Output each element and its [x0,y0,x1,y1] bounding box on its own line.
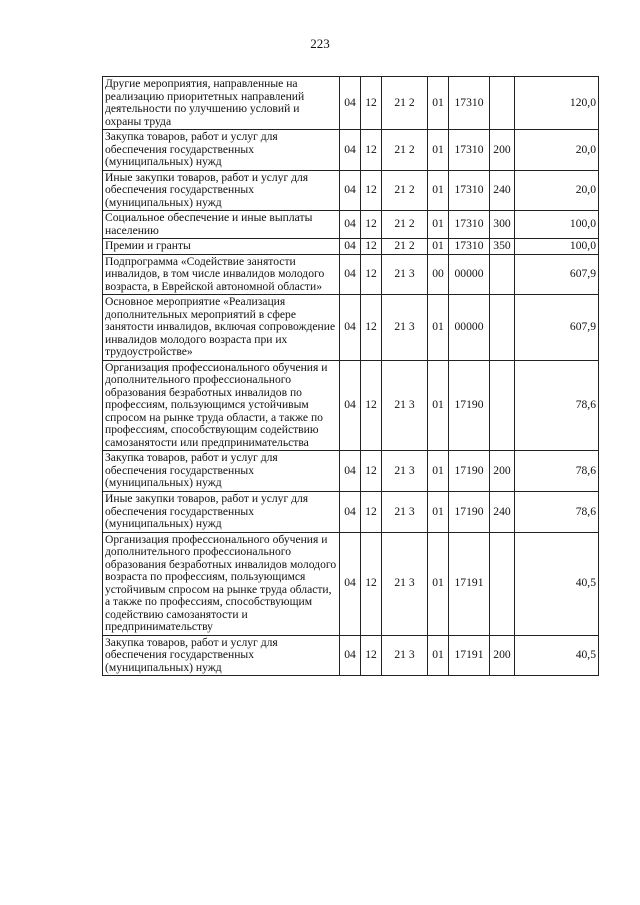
code-section: 04 [340,239,361,255]
code-subsection: 12 [361,295,382,361]
table-row [103,451,599,492]
code-program: 21 3 [382,360,428,451]
code-subsection: 12 [361,211,382,239]
code-program: 21 3 [382,635,428,676]
table-row [103,77,599,130]
code-program: 21 2 [382,211,428,239]
table-row [103,491,599,532]
row-description: Основное мероприятие «Реализация дополнительных мероприятий в сфере занятости инвалидов, включая сопровождение инвалидов молодого возраста при их трудоустройстве» [103,295,340,361]
table-row [103,211,599,239]
code-event: 01 [428,239,449,255]
code-program: 21 3 [382,295,428,361]
code-event: 01 [428,130,449,171]
table-row [103,170,599,211]
table-row [103,635,599,676]
code-program: 21 2 [382,130,428,171]
code-section: 04 [340,360,361,451]
code-direction: 17191 [449,532,490,635]
row-amount: 20,0 [515,130,599,171]
code-section: 04 [340,130,361,171]
code-section: 04 [340,211,361,239]
code-direction: 17190 [449,491,490,532]
row-description: Организация профессионального обучения и дополнительного профессионального образования безработных инвалидов по профессиям, пользующимся устойчивым спросом на рынке труда области, а также по профессиям, способствующим содействию самозанятости или предпринимательства [103,360,340,451]
code-program: 21 3 [382,491,428,532]
code-section: 04 [340,491,361,532]
row-amount: 100,0 [515,211,599,239]
page-number: 223 [310,36,330,51]
row-amount: 120,0 [515,77,599,130]
table-row [103,532,599,635]
code-expense-type: 240 [490,491,515,532]
row-amount: 607,9 [515,295,599,361]
row-description: Другие мероприятия, направленные на реализацию приоритетных направлений деятельности по улучшению условий и охраны труда [103,77,340,130]
code-program: 21 2 [382,77,428,130]
row-description: Иные закупки товаров, работ и услуг для обеспечения государственных (муниципальных) нужд [103,491,340,532]
code-event: 01 [428,360,449,451]
code-expense-type [490,295,515,361]
table-row [103,295,599,361]
code-event: 01 [428,532,449,635]
code-subsection: 12 [361,170,382,211]
code-event: 01 [428,635,449,676]
code-event: 01 [428,211,449,239]
code-expense-type: 200 [490,130,515,171]
code-expense-type: 350 [490,239,515,255]
table-row [103,239,599,255]
row-description: Закупка товаров, работ и услуг для обеспечения государственных (муниципальных) нужд [103,451,340,492]
row-amount: 40,5 [515,635,599,676]
code-subsection: 12 [361,77,382,130]
code-event: 01 [428,491,449,532]
code-event: 01 [428,295,449,361]
code-direction: 17191 [449,635,490,676]
code-expense-type [490,254,515,295]
code-program: 21 2 [382,239,428,255]
code-event: 01 [428,451,449,492]
code-section: 04 [340,635,361,676]
table-row [103,254,599,295]
code-program: 21 3 [382,532,428,635]
code-expense-type: 200 [490,635,515,676]
code-program: 21 2 [382,170,428,211]
code-direction: 17310 [449,170,490,211]
code-section: 04 [340,254,361,295]
code-subsection: 12 [361,491,382,532]
code-section: 04 [340,295,361,361]
row-amount: 78,6 [515,360,599,451]
row-description: Организация профессионального обучения и дополнительного профессионального образования безработных инвалидов молодого возраста по профессиям, пользующимся устойчивым спросом на рынке труда области, а также по профессиям, способствующим содействию самозанятости и предпринимательству [103,532,340,635]
code-subsection: 12 [361,254,382,295]
code-program: 21 3 [382,451,428,492]
code-event: 00 [428,254,449,295]
code-program: 21 3 [382,254,428,295]
code-section: 04 [340,451,361,492]
code-direction: 17310 [449,211,490,239]
row-amount: 20,0 [515,170,599,211]
row-amount: 78,6 [515,451,599,492]
row-description: Иные закупки товаров, работ и услуг для обеспечения государственных (муниципальных) нужд [103,170,340,211]
code-expense-type: 300 [490,211,515,239]
code-subsection: 12 [361,360,382,451]
row-description: Закупка товаров, работ и услуг для обеспечения государственных (муниципальных) нужд [103,635,340,676]
code-expense-type: 200 [490,451,515,492]
code-subsection: 12 [361,635,382,676]
code-subsection: 12 [361,451,382,492]
budget-table [102,76,599,676]
code-expense-type: 240 [490,170,515,211]
row-amount: 78,6 [515,491,599,532]
code-event: 01 [428,77,449,130]
code-section: 04 [340,77,361,130]
row-description: Социальное обеспечение и иные выплаты населению [103,211,340,239]
code-subsection: 12 [361,532,382,635]
row-amount: 100,0 [515,239,599,255]
row-amount: 607,9 [515,254,599,295]
code-section: 04 [340,170,361,211]
code-direction: 17310 [449,239,490,255]
table-row [103,360,599,451]
row-description: Подпрограмма «Содействие занятости инвалидов, в том числе инвалидов молодого возраста, в Еврейской автономной области» [103,254,340,295]
table-row [103,130,599,171]
code-direction: 17190 [449,360,490,451]
code-expense-type [490,77,515,130]
code-direction: 17190 [449,451,490,492]
row-description: Премии и гранты [103,239,340,255]
code-subsection: 12 [361,239,382,255]
row-amount: 40,5 [515,532,599,635]
code-expense-type [490,532,515,635]
code-direction: 00000 [449,295,490,361]
code-section: 04 [340,532,361,635]
row-description: Закупка товаров, работ и услуг для обеспечения государственных (муниципальных) нужд [103,130,340,171]
code-subsection: 12 [361,130,382,171]
code-expense-type [490,360,515,451]
code-direction: 17310 [449,77,490,130]
code-direction: 00000 [449,254,490,295]
code-event: 01 [428,170,449,211]
code-direction: 17310 [449,130,490,171]
